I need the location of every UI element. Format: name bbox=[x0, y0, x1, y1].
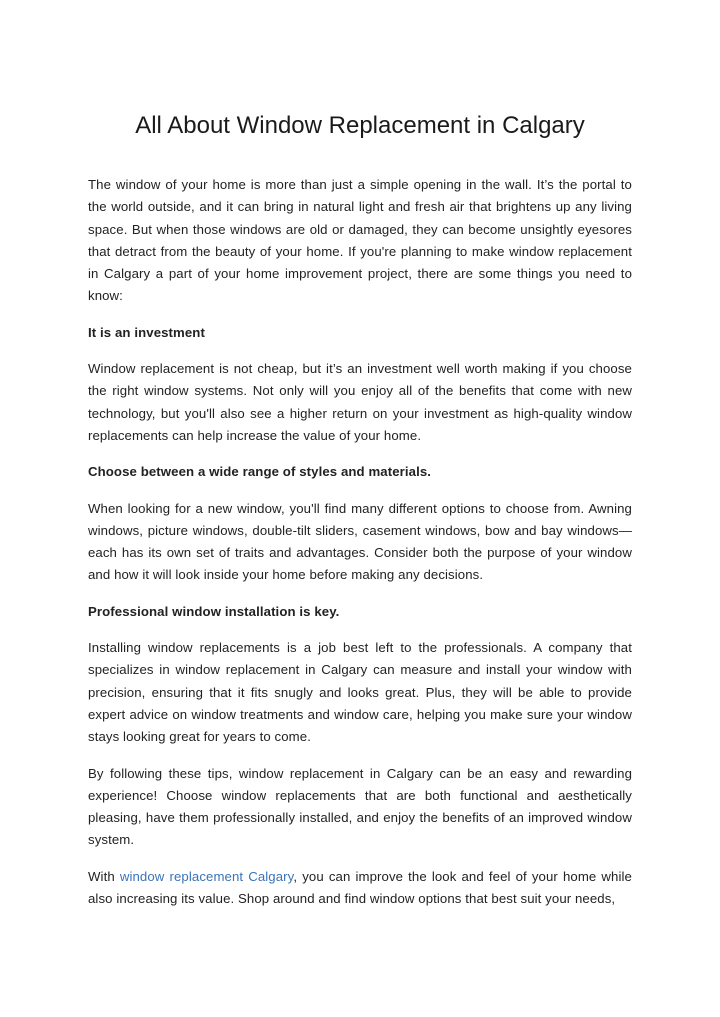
heading-investment: It is an investment bbox=[88, 324, 205, 340]
closing-prefix: With bbox=[88, 868, 120, 884]
document-body bbox=[88, 174, 632, 910]
closing-paragraph bbox=[88, 866, 632, 911]
document-title: All About Window Replacement in Calgary bbox=[135, 112, 585, 139]
closing-suffix: , you can improve the look and feel of your home while also increasing its value. Shop around and find window options that best suit your needs, bbox=[88, 868, 632, 907]
tips-paragraph: By following these tips, window replacement in Calgary can be an easy and rewarding experience! Choose window replacements that are both functional and aesthetically pleasing, have them professionally installed, and enjoy the benefits of an improved window system. bbox=[88, 765, 632, 848]
investment-paragraph: Window replacement is not cheap, but it’s an investment well worth making if you choose the right window systems. Not only will you enjoy all of the benefits that come with new technology, but you'll also see a higher return on your investment as high-quality window replacements can help increase the value of your home. bbox=[88, 361, 632, 443]
window-replacement-calgary-link[interactable]: window replacement Calgary bbox=[119, 868, 294, 884]
styles-paragraph: When looking for a new window, you'll find many different options to choose from. Awning windows, picture windows, double-tilt sliders, casement windows, bow and bay windows—each has its own set of traits and advantages. Consider both the purpose of your window and how it will look inside your home before making any decisions. bbox=[88, 500, 632, 583]
heading-installation: Professional window installation is key. bbox=[88, 603, 340, 619]
intro-paragraph: The window of your home is more than just a simple opening in the wall. It’s the portal to the world outside, and it can bring in natural light and fresh air that brightens up any living space. But when those windows are old or damaged, they can become unsightly eyesores that detract from the beauty of your home. If you're planning to make window replacement in Calgary a part of your home improvement project, there are some things you need to know: bbox=[88, 177, 632, 304]
installation-paragraph: Installing window replacements is a job best left to the professionals. A company that specializes in window replacement in Calgary can measure and install your window with precision, ensuring that it fits snugly and looks great. Plus, they will be able to provide expert advice on window treatments and window care, helping you make sure your window stays looking great for years to come. bbox=[88, 640, 632, 745]
heading-styles: Choose between a wide range of styles and materials. bbox=[88, 464, 432, 480]
